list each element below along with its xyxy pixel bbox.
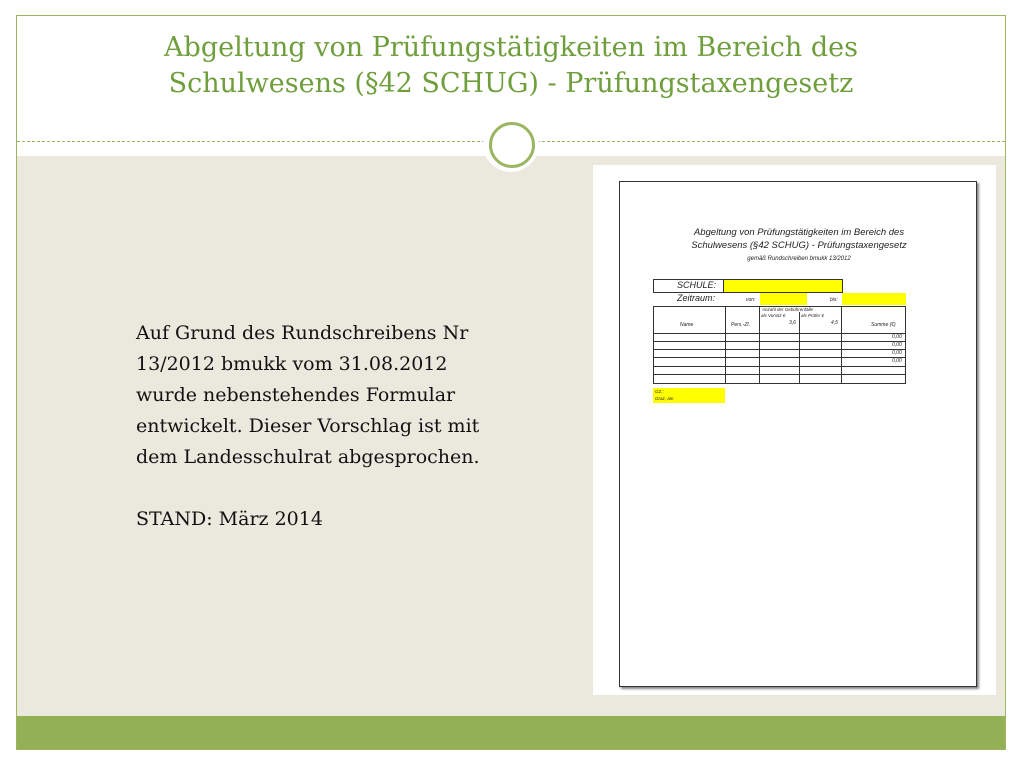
table-row-line bbox=[653, 357, 906, 358]
rate-pruefer: 4,5 bbox=[831, 320, 838, 326]
gz-label: GZ.: bbox=[655, 389, 664, 394]
col-vorsitz-header: als Vorsitz € bbox=[761, 313, 786, 318]
form-title-line2: Schulwesens (§42 SCHUG) - Prüfungstaxengesetz bbox=[691, 240, 907, 251]
bis-label: bis: bbox=[830, 297, 838, 303]
stand-date: STAND: März 2014 bbox=[136, 508, 323, 530]
von-label: von: bbox=[746, 297, 756, 303]
form-subtitle: gemäß Rundschreiben bmukk 13/2012 bbox=[747, 256, 851, 262]
schule-label: SCHULE: bbox=[677, 280, 717, 290]
circle-ring-icon bbox=[489, 122, 535, 168]
footer-bar bbox=[17, 716, 1005, 749]
von-field bbox=[760, 293, 807, 305]
table-row-line bbox=[653, 349, 906, 350]
schule-field bbox=[723, 280, 842, 292]
col-pers-header: Pers.-Zl. bbox=[731, 322, 750, 328]
table-row-line bbox=[653, 341, 906, 342]
form-title-line1: Abgeltung von Prüfungstätigkeiten im Bereich des bbox=[693, 227, 905, 238]
form-image bbox=[593, 165, 996, 695]
bis-field bbox=[842, 293, 906, 305]
slide-title-line1: Abgeltung von Prüfungstätigkeiten im Bereich des bbox=[164, 32, 858, 63]
ort-label: Graz, am bbox=[655, 396, 674, 401]
table-col-line bbox=[759, 306, 760, 384]
summe-value: 0,00 bbox=[892, 350, 902, 356]
table-col-line bbox=[725, 306, 726, 384]
body-text bbox=[136, 318, 506, 535]
col-summe-header: Summe (€) bbox=[871, 322, 896, 328]
form-title bbox=[620, 226, 978, 252]
body-paragraph: Auf Grund des Rundschreibens Nr 13/2012 bmukk vom 31.08.2012 wurde nebenstehendes Formular entwickelt. Dieser Vorschlag ist mit dem Landesschulrat abgesprochen. bbox=[136, 322, 480, 468]
summe-value: 0,00 bbox=[892, 334, 902, 340]
col-name-header: Name bbox=[680, 322, 694, 328]
table-row-line bbox=[653, 374, 906, 375]
col-anzahl-header: Anzahl der Gebührenfälle bbox=[762, 307, 814, 312]
table-col-line bbox=[841, 306, 842, 384]
form-page bbox=[619, 181, 977, 687]
table-row-line bbox=[653, 333, 906, 334]
table-row-line bbox=[653, 366, 906, 367]
zeitraum-label: Zeitraum: bbox=[677, 293, 716, 303]
slide-title bbox=[17, 30, 1005, 102]
summe-value: 0,00 bbox=[892, 342, 902, 348]
col-pruefer-header: als Prüfer € bbox=[801, 313, 825, 318]
slide-title-line2: Schulwesens (§42 SCHUG) - Prüfungstaxengesetz bbox=[168, 68, 854, 99]
rate-vorsitz: 3,6 bbox=[789, 320, 796, 326]
schule-divider bbox=[723, 279, 724, 293]
summe-value: 0,00 bbox=[892, 358, 902, 364]
